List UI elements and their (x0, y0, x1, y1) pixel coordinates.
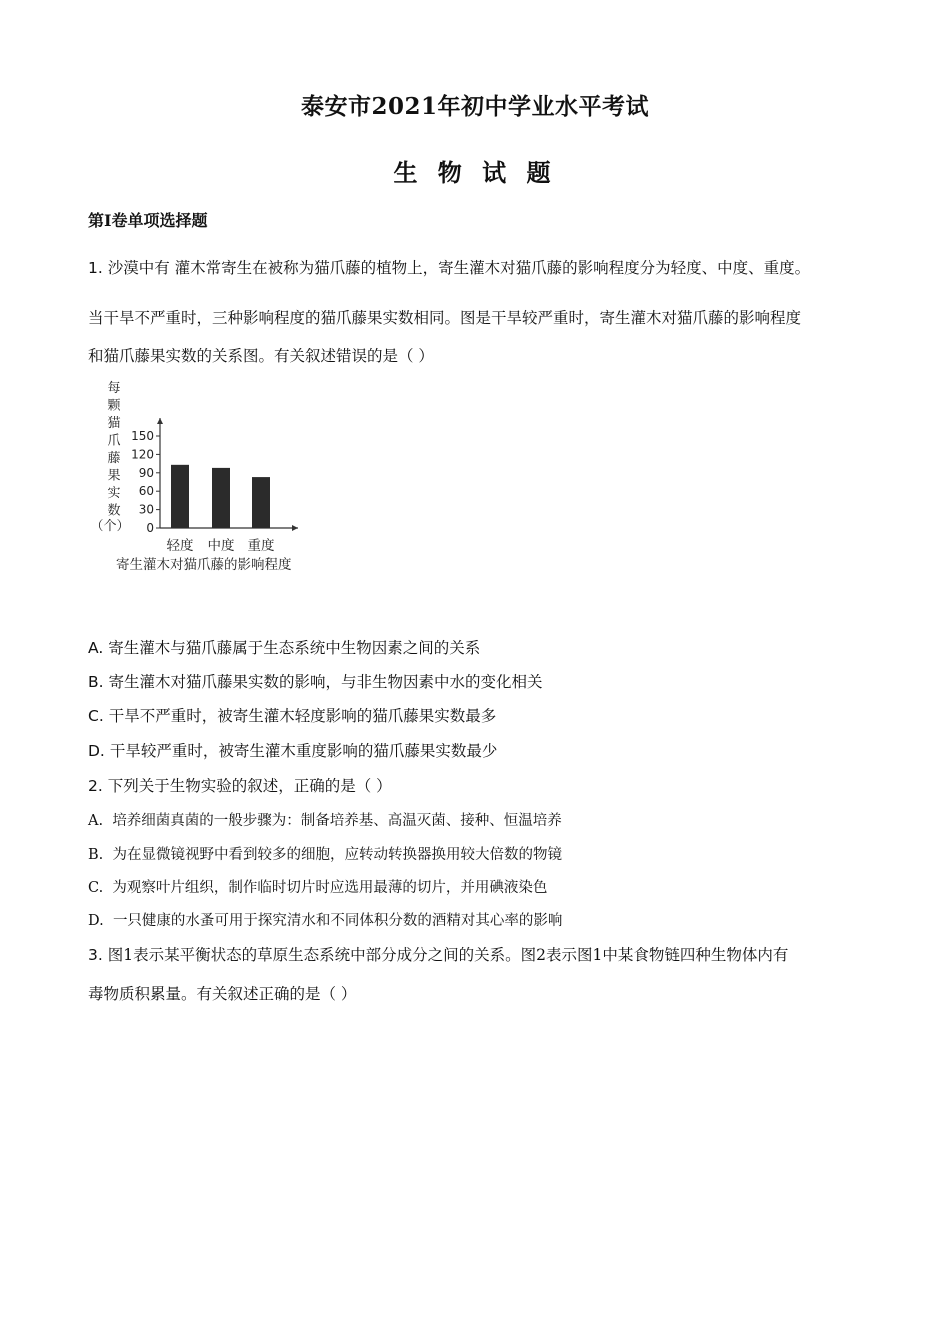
y-axis-unit-label: （个） (90, 519, 130, 534)
q1-bar-chart (86, 376, 336, 576)
q1-option-c-text: 干旱不严重时，被寄生灌木轻度影响的猫爪藤果实数最多 (108, 707, 497, 725)
q2-option-a-text: 培养细菌真菌的一般步骤为：制备培养基、高温灭菌、接种、恒温培养 (112, 813, 562, 829)
q1-option-a[interactable] (88, 636, 480, 658)
q2-option-b-letter: B. (88, 847, 104, 863)
q1-stem-line-3: 和猫爪藤果实数的关系图。有关叙述错误的是（ ） (88, 347, 434, 365)
y-axis-label-char: 藤 (107, 451, 121, 466)
x-tick-label: 中度 (207, 538, 235, 554)
exam-title: 泰安市2021年初中学业水平考试 (300, 93, 649, 120)
y-tick-label: 0 (146, 521, 154, 535)
y-axis-label-char: 颗 (107, 398, 121, 414)
subject-title: 生 物 试 题 (393, 158, 557, 187)
y-axis-label-char: 实 (107, 486, 121, 501)
q3-number: 3. (88, 946, 103, 964)
q2-option-b[interactable] (88, 843, 562, 864)
q1-option-a-text: 寄生灌木与猫爪藤属于生态系统中生物因素之间的关系 (108, 639, 481, 657)
q2-number: 2. (88, 777, 103, 795)
q1-option-d-text: 干旱较严重时，被寄生灌木重度影响的猫爪藤果实数最少 (109, 742, 498, 760)
q1-option-c[interactable] (88, 704, 496, 726)
q2-option-d-letter: D. (88, 913, 104, 929)
y-axis-label-char: 爪 (107, 433, 121, 449)
bar-1 (171, 465, 189, 528)
y-tick-label: 60 (138, 484, 154, 499)
q1-number: 1. (88, 259, 103, 277)
q1-option-c-letter: C. (88, 707, 104, 725)
q2-stem (88, 774, 392, 796)
y-tick-label: 150 (131, 429, 154, 443)
x-tick-label: 重度 (247, 538, 275, 554)
q3-stem-line-1: 图1表示某平衡状态的草原生态系统中部分成分之间的关系。图2表示图1中某食物链四种生物体内有 (107, 946, 789, 964)
q2-option-d-text: 一只健康的水蚤可用于探究清水和不同体积分数的酒精对其心率的影响 (112, 913, 563, 929)
q2-option-d[interactable] (88, 909, 562, 930)
q3-line-1 (88, 943, 788, 965)
y-tick-label: 30 (138, 502, 154, 517)
q1-stem-line-2: 当干旱不严重时，三种影响程度的猫爪藤果实数相同。图是干旱较严重时，寄生灌木对猫爪藤的影响程度 (88, 309, 802, 327)
q3-stem-line-2: 毒物质积累量。有关叙述正确的是（ ） (88, 985, 357, 1003)
q2-option-b-text: 为在显微镜视野中看到较多的细胞，应转动转换器换用较大倍数的物镜 (112, 847, 562, 863)
y-tick-label: 120 (131, 447, 154, 462)
q2-option-a[interactable] (88, 809, 562, 830)
q1-option-a-letter: A. (88, 639, 104, 657)
y-axis-arrow (157, 418, 163, 424)
y-axis-label-char: 数 (107, 503, 121, 519)
q2-option-c-letter: C. (88, 880, 104, 896)
section-heading: 第I卷单项选择题 (88, 211, 208, 230)
q1-stem-line-1: 沙漠中有 灌木常寄生在被称为猫爪藤的植物上，寄生灌木对猫爪藤的影响程度分为轻度、中度、重度。 (107, 259, 811, 277)
q1-option-d-letter: D. (88, 742, 105, 760)
x-axis-label: 寄生灌木对猫爪藤的影响程度 (116, 557, 292, 573)
q2-option-c-text: 为观察叶片组织，制作临时切片时应选用最薄的切片，并用碘液染色 (112, 880, 548, 896)
q2-stem-text: 下列关于生物实验的叙述，正确的是（ ） (107, 777, 392, 795)
x-tick-label: 轻度 (166, 538, 194, 554)
q2-option-c[interactable] (88, 876, 547, 897)
q1-line-1 (88, 256, 810, 278)
y-axis-label-char: 果 (107, 468, 121, 484)
y-axis-label-char: 每 (107, 381, 121, 396)
q1-option-b-letter: B. (88, 673, 104, 691)
y-tick-label: 90 (138, 465, 154, 480)
chart-svg (86, 376, 336, 576)
bar-2 (212, 468, 230, 528)
x-axis-arrow (292, 525, 298, 531)
y-axis-label-char: 猫 (107, 416, 121, 431)
q1-option-b-text: 寄生灌木对猫爪藤果实数的影响，与非生物因素中水的变化相关 (108, 673, 543, 691)
q2-option-a-letter: A. (88, 813, 104, 829)
q1-option-b[interactable] (88, 670, 543, 692)
bar-3 (252, 477, 270, 528)
q1-option-d[interactable] (88, 739, 497, 761)
